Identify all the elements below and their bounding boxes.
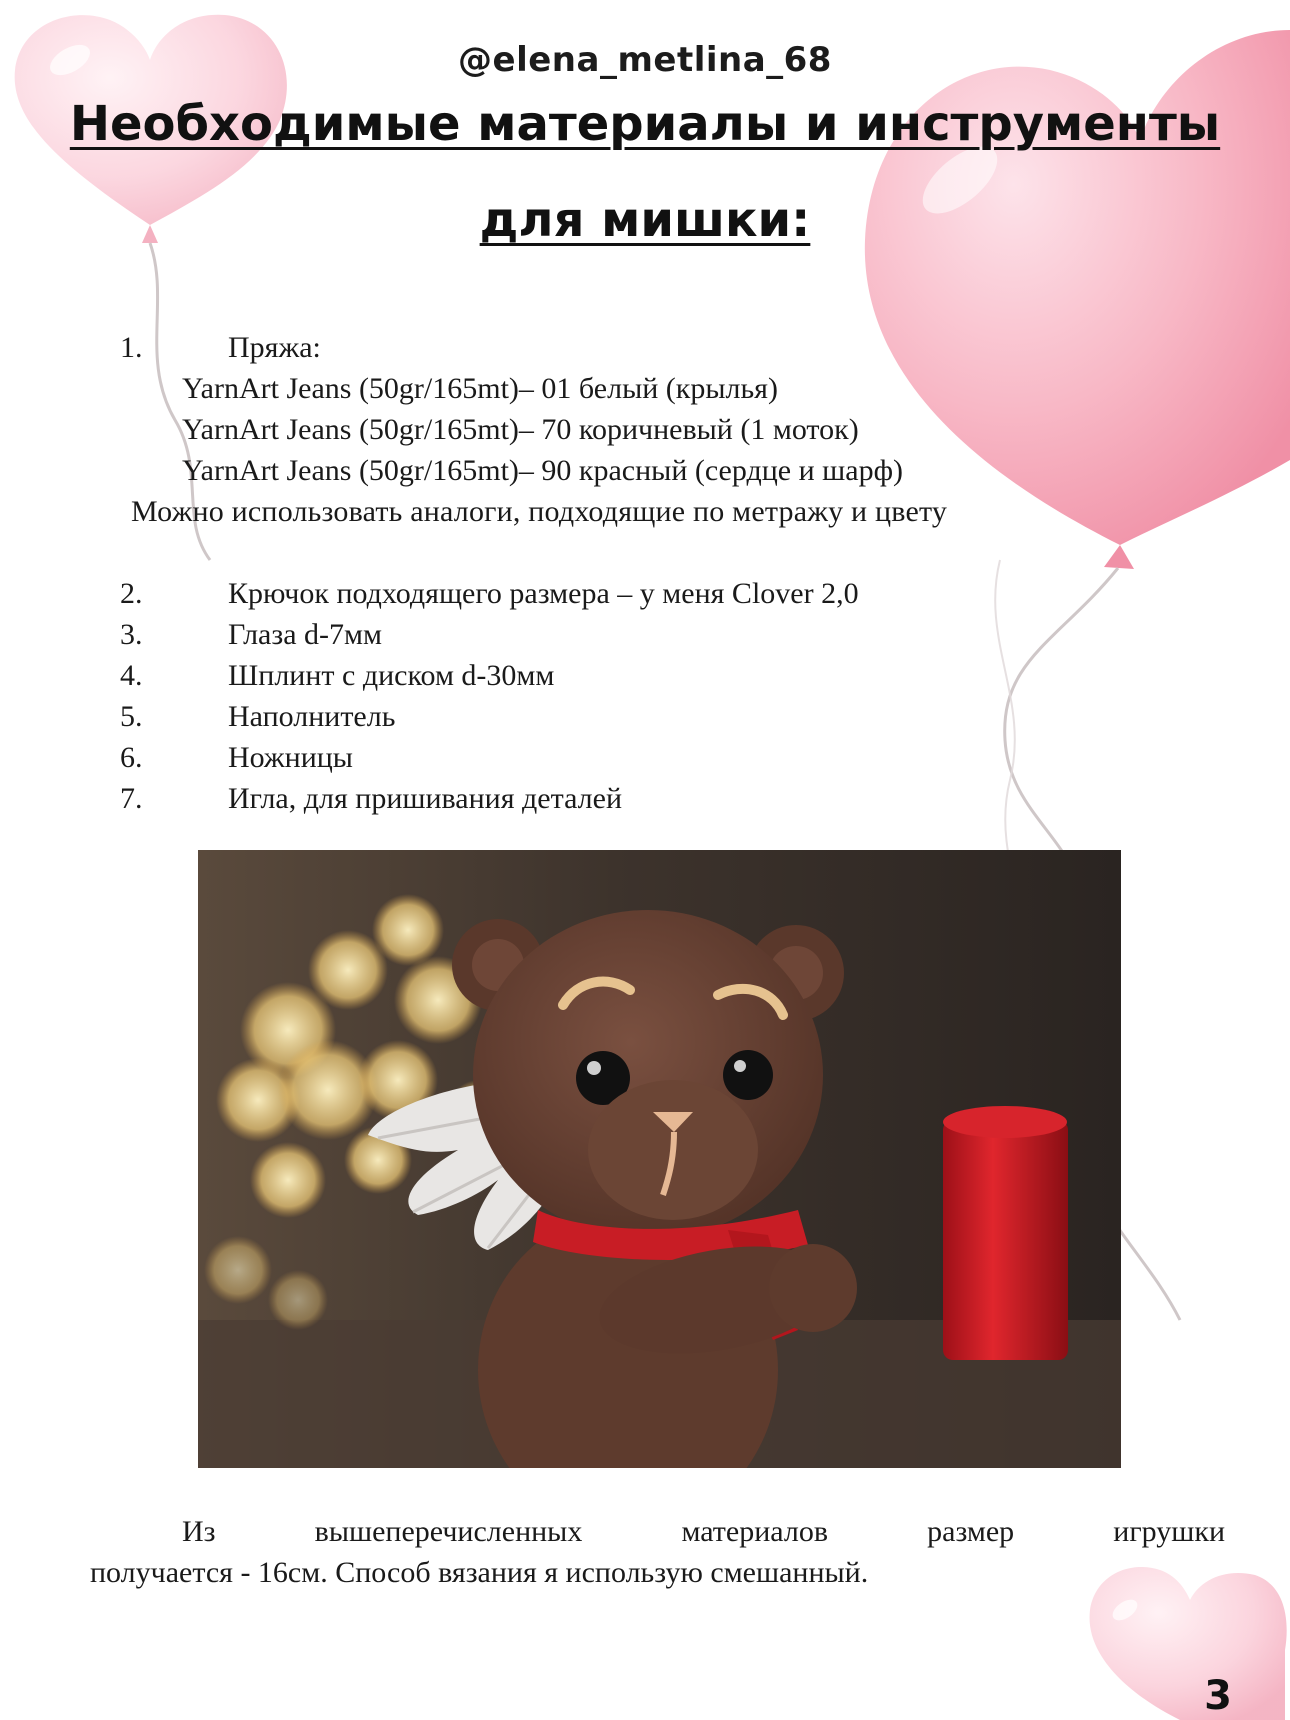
summary-line1: Из вышеперечисленных материалов размер игрушки — [182, 1515, 1225, 1548]
summary-paragraph — [90, 1511, 1225, 1593]
list-item-number: 6. — [120, 741, 143, 774]
list-item — [120, 778, 859, 819]
author-handle: @elena_metlina_68 — [458, 40, 832, 80]
list-item-number: 7. — [120, 782, 143, 815]
yarn-line: YarnArt Jeans (50gr/165mt)– 90 красный (сердце и шарф) — [182, 454, 904, 487]
list-item-number: 2. — [120, 577, 143, 610]
list-item-text: Ножницы — [228, 741, 353, 774]
list-item-number: 5. — [120, 700, 143, 733]
tools-list — [120, 573, 859, 819]
list-item — [120, 696, 859, 737]
list-item-text: Наполнитель — [228, 700, 396, 733]
bear-photo — [198, 850, 1121, 1468]
list-item-text: Игла, для пришивания деталей — [228, 782, 622, 815]
page-title-line2: для мишки: — [479, 192, 811, 248]
list-item-number: 3. — [120, 618, 143, 651]
page-number: 3 — [1204, 1673, 1232, 1719]
list-item-label: Пряжа: — [228, 331, 321, 364]
list-item-number: 4. — [120, 659, 143, 692]
yarn-line: YarnArt Jeans (50gr/165mt)– 70 коричневый (1 моток) — [182, 413, 859, 446]
summary-line2: получается - 16см. Способ вязания я использую смешанный. — [90, 1556, 869, 1589]
yarn-note: Можно использовать аналоги, подходящие по метражу и цвету — [131, 495, 948, 528]
list-item — [120, 327, 951, 368]
list-item-text: Шплинт с диском d-30мм — [228, 659, 555, 692]
materials-list — [120, 327, 951, 532]
list-item — [120, 655, 859, 696]
list-item — [120, 573, 859, 614]
list-item-text: Крючок подходящего размера – у меня Clover 2,0 — [228, 577, 859, 610]
list-item-number: 1. — [120, 331, 143, 364]
yarn-line: YarnArt Jeans (50gr/165mt)– 01 белый (крылья) — [182, 372, 778, 405]
list-item — [120, 614, 859, 655]
list-item — [120, 737, 859, 778]
candle-icon — [943, 1106, 1068, 1360]
page-title-line1: Необходимые материалы и инструменты — [69, 96, 1221, 152]
list-item-text: Глаза d-7мм — [228, 618, 382, 651]
